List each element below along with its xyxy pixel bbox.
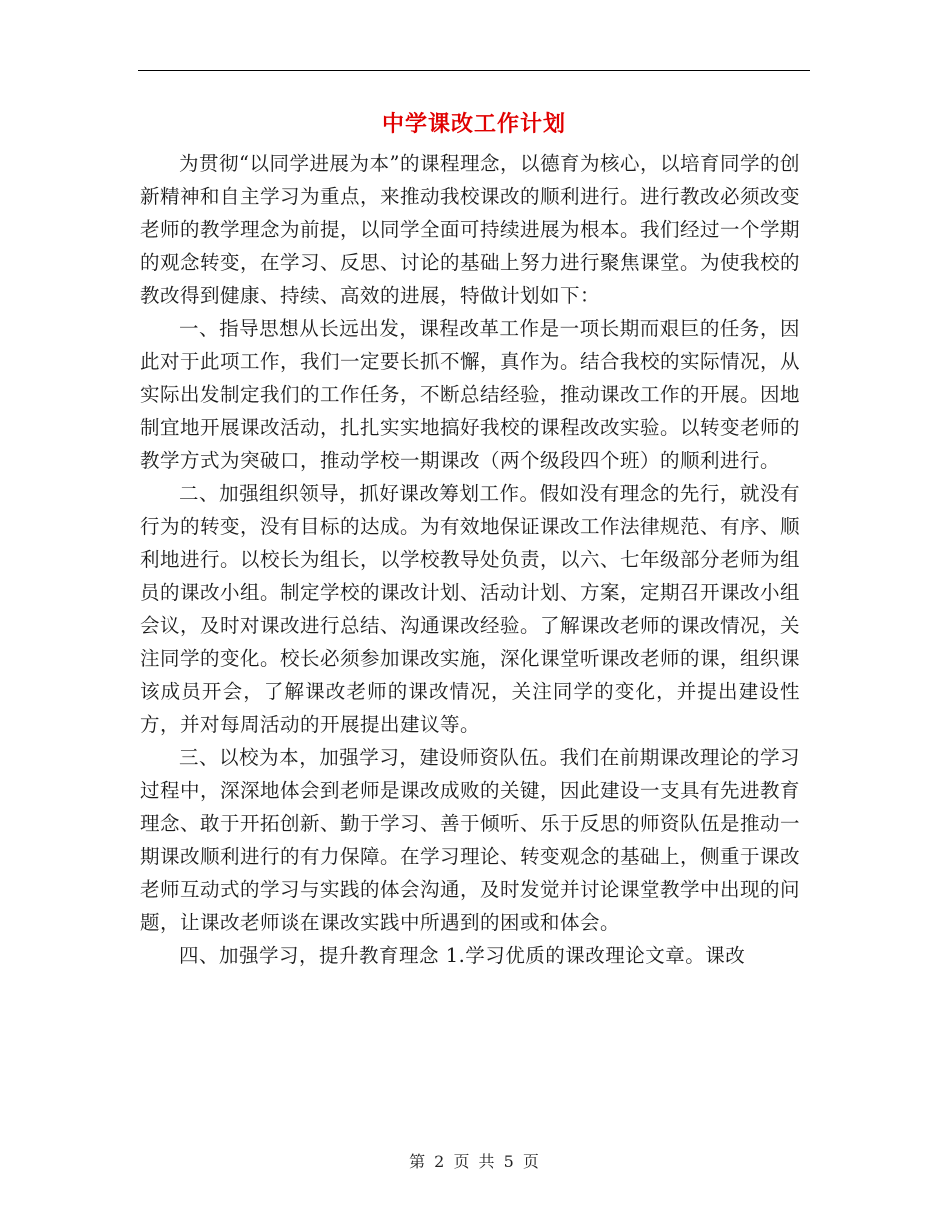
document-title: 中学课改工作计划 (381, 112, 566, 137)
paragraph-section-2: 二、加强组织领导，抓好课改筹划工作。假如没有理念的先行，就没有行为的转变，没有目标的达成。为有效地保证课改工作法律规范、有序、顺利地进行。以校长为组长，以学校教导处负责，以六、七年级部分老师为组员的课改小组。制定学校的课改计划、活动计划、方案，定期召开课改小组会议，及时对课改进行总结、沟通课改经验。了解课改老师的课改情况，关注同学的变化。校长必须参加课改实施，深化课堂听课改老师的课，组织课该成员开会，了解课改老师的课改情况，关注同学的变化，并提出建设性方，并对每周活动的开展提出建议等。 (140, 482, 801, 736)
paragraph-section-1: 一、指导思想从长远出发，课程改革工作是一项长期而艰巨的任务，因此对于此项工作，我们一定要长抓不懈，真作为。结合我校的实际情况，从实际出发制定我们的工作任务，不断总结经验，推动课改工作的开展。因地制宜地开展课改活动，扎扎实实地搞好我校的课程改改实验。以转变老师的教学方式为突破口，推动学校一期课改（两个级段四个班）的顺利进行。 (140, 317, 801, 472)
page-number: 第 2 页 共 5 页 (409, 1152, 541, 1171)
paragraph-section-3: 三、以校为本，加强学习，建设师资队伍。我们在前期课改理论的学习过程中，深深地体会到老师是课改成败的关键，因此建设一支具有先进教育理念、敢于开拓创新、勤于学习、善于倾听、乐于反思的师资队伍是推动一期课改顺利进行的有力保障。在学习理论、转变观念的基础上，侧重于课改老师互动式的学习与实践的体会沟通，及时发觉并讨论课堂教学中出现的问题，让课改老师谈在课改实践中所遇到的困或和体会。 (140, 746, 801, 934)
document-body (140, 147, 800, 972)
header-rule (138, 70, 810, 71)
paragraph-intro: 为贯彻“以同学进展为本”的课程理念，以德育为核心，以培育同学的创新精神和自主学习为重点，来推动我校课改的顺利进行。进行教改必须改变老师的教学理念为前提，以同学全面可持续进展为根本。我们经过一个学期的观念转变，在学习、反思、讨论的基础上努力进行聚焦课堂。为使我校的教改得到健康、持续、高效的进展，特做计划如下： (140, 152, 801, 307)
paragraph-section-4: 四、加强学习，提升教育理念 1.学习优质的课改理论文章。课改 (179, 944, 746, 967)
